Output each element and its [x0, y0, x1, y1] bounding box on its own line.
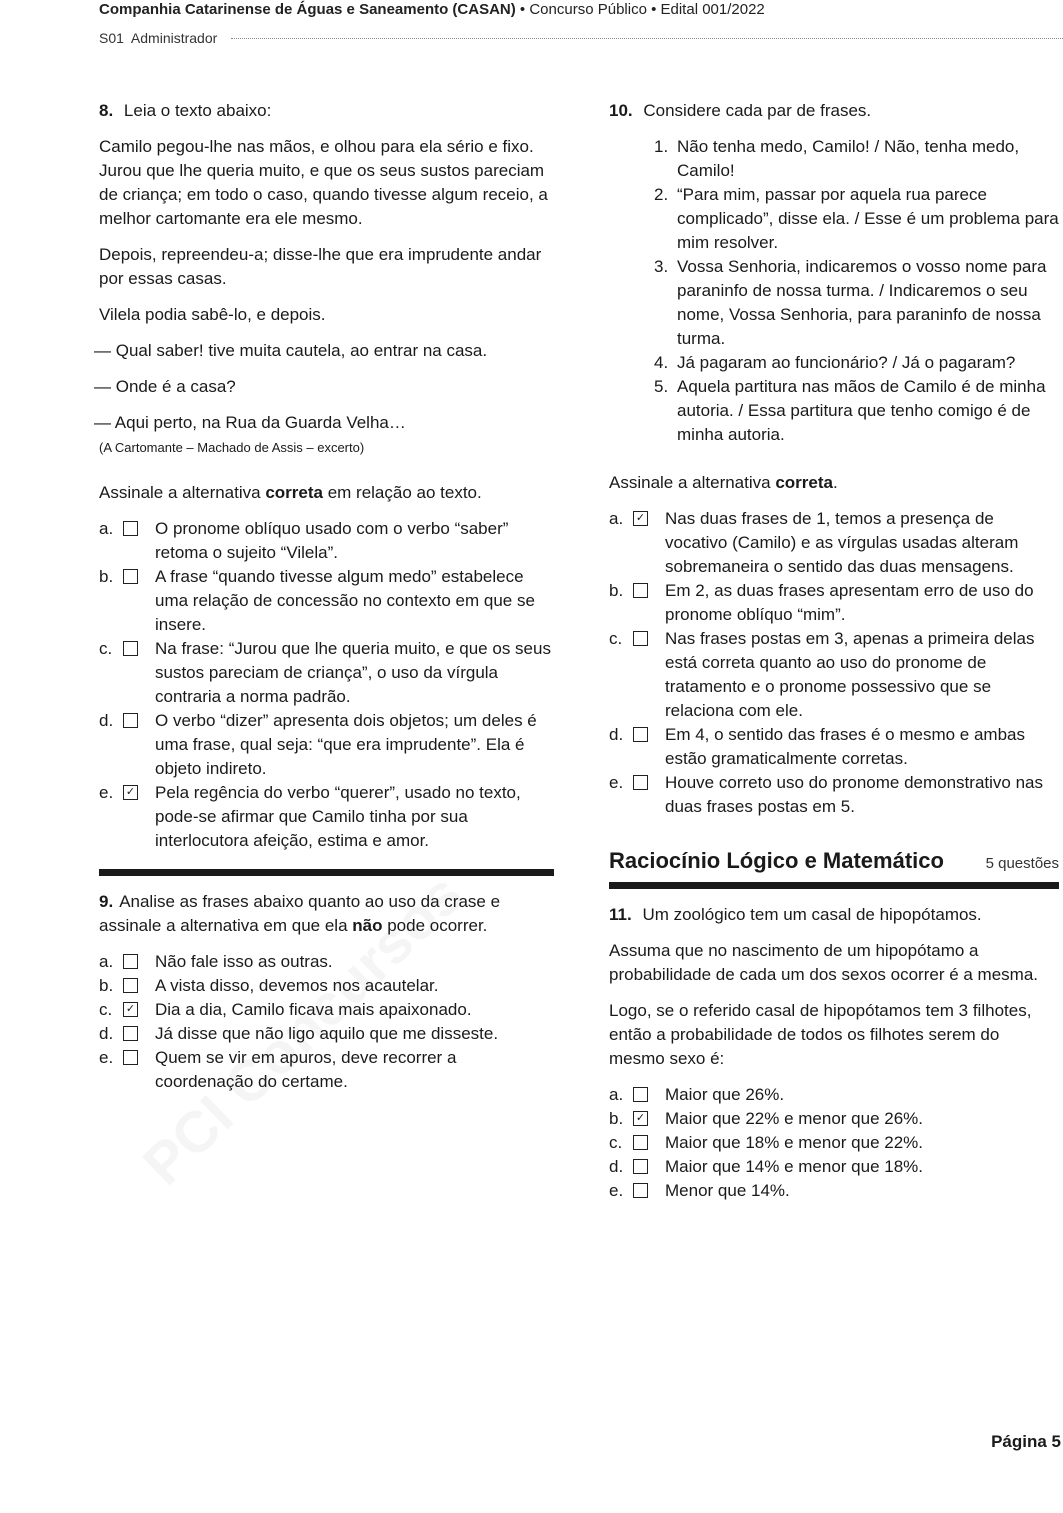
alt-letter: e.	[609, 773, 624, 792]
q8-paragraph: Camilo pegou-lhe nas mãos, e olhou para ela sério e fixo. Jurou que lhe queria muito, e que os seus sustos pareciam de criança; em todo o caso, quando tivesse algum receio, a melhor cartomante era ele mesmo.	[99, 137, 548, 228]
page-number: Página 5	[991, 1432, 1061, 1451]
alt-letter: e.	[99, 783, 114, 802]
pair-text: Aquela partitura nas mãos de Camilo é de minha autoria. / Essa partitura que tenho comigo é de minha autoria.	[677, 377, 1046, 444]
pair-number: 2.	[654, 185, 669, 204]
q10-sentence-pairs	[609, 135, 1059, 447]
q8-dialogue-line: — Aqui perto, na Rua da Guarda Velha…	[94, 413, 406, 432]
q10-alternatives	[609, 507, 1059, 819]
q8-prompt-bold: correta	[265, 483, 323, 502]
question-11-number: 11.	[609, 905, 632, 924]
alt-letter: d.	[609, 1157, 624, 1176]
q8-dialogue-line: — Qual saber! tive muita cautela, ao entrar na casa.	[94, 341, 488, 360]
left-column	[94, 99, 554, 1094]
alt-letter: c.	[609, 1133, 623, 1152]
header-exam-line	[99, 30, 1063, 46]
q10-alternative-d	[609, 723, 1059, 771]
sentence-pair	[654, 183, 1059, 255]
pair-text: Já pagaram ao funcionário? / Já o pagaram?	[677, 353, 1016, 372]
checkbox-e[interactable]	[123, 1050, 138, 1065]
alt-letter: a.	[99, 952, 114, 971]
alt-text: Nas duas frases de 1, temos a presença de vocativo (Camilo) e as vírgulas usadas alteram sobremaneira o sentido das duas mensagens.	[665, 509, 1019, 576]
question-10-intro: Considere cada par de frases.	[643, 101, 872, 120]
q8-alternative-c	[99, 637, 554, 709]
alt-letter: a.	[609, 1085, 624, 1104]
q9-alternative-a	[99, 950, 554, 974]
checkbox-d[interactable]	[633, 1159, 648, 1174]
checkbox-a[interactable]	[123, 521, 138, 536]
header-dotted-rule	[231, 38, 1063, 39]
q11-alternative-b	[609, 1107, 1059, 1131]
q9-prompt	[99, 890, 554, 938]
q8-prompt-post: em relação ao texto.	[322, 483, 482, 502]
alt-letter: c.	[609, 629, 623, 648]
pair-number: 3.	[654, 257, 669, 276]
q9-alternative-d	[99, 1022, 554, 1046]
q10-prompt	[609, 471, 1059, 495]
alt-text: Houve correto uso do pronome demonstrativo nas duas frases postas em 5.	[665, 773, 1043, 816]
question-8-number: 8.	[99, 101, 114, 120]
alt-letter: b.	[99, 567, 114, 586]
alt-text: Em 4, o sentido das frases é o mesmo e ambas estão gramaticalmente corretas.	[665, 725, 1026, 768]
q10-prompt-post: .	[832, 473, 838, 492]
alt-letter: e.	[609, 1181, 624, 1200]
alt-letter: e.	[99, 1048, 114, 1067]
alt-text: Nas frases postas em 3, apenas a primeira delas está correta quanto ao uso do pronome de tratamento e o pronome possessivo que se relaciona com ele.	[665, 629, 1035, 720]
checkbox-c[interactable]	[123, 1002, 138, 1017]
question-divider	[99, 869, 554, 876]
q10-prompt-pre: Assinale a alternativa	[609, 473, 776, 492]
q8-alternative-a	[99, 517, 554, 565]
checkbox-c[interactable]	[633, 631, 648, 646]
pair-number: 1.	[654, 137, 669, 156]
checkbox-b[interactable]	[633, 583, 648, 598]
q8-source: (A Cartomante – Machado de Assis – excerto)	[99, 440, 365, 455]
q11-alternative-a	[609, 1083, 1059, 1107]
q9-prompt-pre: Analise as frases abaixo quanto ao uso da crase e assinale a alternativa em que ela	[99, 892, 501, 935]
pair-number: 5.	[654, 377, 669, 396]
question-10-header	[609, 99, 1059, 123]
q10-alternative-c	[609, 627, 1059, 723]
alt-letter: b.	[609, 581, 624, 600]
q11-alternative-e	[609, 1179, 1059, 1203]
alt-text: Maior que 18% e menor que 22%.	[665, 1133, 923, 1152]
q8-alternative-d	[99, 709, 554, 781]
right-column	[609, 99, 1059, 1203]
section-question-count: 5 questões	[985, 855, 1059, 872]
alt-text: Em 2, as duas frases apresentam erro de uso do pronome oblíquo “mim”.	[665, 581, 1034, 624]
checkbox-e[interactable]	[633, 1183, 648, 1198]
question-10-number: 10.	[609, 101, 633, 120]
alt-text: Maior que 26%.	[665, 1085, 785, 1104]
q9-alternative-e	[99, 1046, 554, 1094]
checkbox-a[interactable]	[633, 1087, 648, 1102]
checkbox-e[interactable]	[123, 785, 138, 800]
q8-alternative-b	[99, 565, 554, 637]
header-exam: S01 Administrador	[99, 30, 218, 46]
q10-alternative-a	[609, 507, 1059, 579]
alt-text: O verbo “dizer” apresenta dois objetos; um deles é uma frase, qual seja: “que era imprudente”. Ela é objeto indireto.	[155, 711, 537, 778]
checkbox-a[interactable]	[123, 954, 138, 969]
alt-text: Menor que 14%.	[665, 1181, 790, 1200]
q11-paragraph: Logo, se o referido casal de hipopótamos tem 3 filhotes, então a probabilidade de todos os filhotes serem do mesmo sexo é:	[609, 1001, 1032, 1068]
alt-letter: b.	[99, 976, 114, 995]
pair-text: Não tenha medo, Camilo! / Não, tenha medo, Camilo!	[677, 137, 1020, 180]
alt-text: Maior que 14% e menor que 18%.	[665, 1157, 923, 1176]
q10-prompt-bold: correta	[775, 473, 833, 492]
alt-letter: a.	[99, 519, 114, 538]
q8-alternatives	[99, 517, 554, 853]
checkbox-d[interactable]	[123, 1026, 138, 1041]
sentence-pair	[654, 135, 1059, 183]
q8-paragraph: Vilela podia sabê-lo, e depois.	[99, 305, 326, 324]
sentence-pair	[654, 375, 1059, 447]
alt-letter: c.	[99, 1000, 113, 1019]
pair-number: 4.	[654, 353, 669, 372]
alt-text: A frase “quando tivesse algum medo” estabelece uma relação de concessão no contexto em que se insere.	[155, 567, 535, 634]
checkbox-b[interactable]	[633, 1111, 648, 1126]
section-title: Raciocínio Lógico e Matemático	[609, 848, 944, 873]
q10-alternative-e	[609, 771, 1059, 819]
question-9-number: 9.	[99, 892, 114, 911]
checkbox-b[interactable]	[123, 569, 138, 584]
alt-text: A vista disso, devemos nos acautelar.	[155, 976, 439, 995]
question-11-header	[609, 903, 1059, 927]
header-title	[99, 1, 765, 18]
checkbox-d[interactable]	[633, 727, 648, 742]
q11-paragraph: Assuma que no nascimento de um hipopótamo a probabilidade de cada um dos sexos ocorrer é a mesma.	[609, 941, 1039, 984]
q8-alternative-e	[99, 781, 554, 853]
alt-text: Dia a dia, Camilo ficava mais apaixonado.	[155, 1000, 472, 1019]
q9-alternative-c	[99, 998, 554, 1022]
sentence-pair	[654, 255, 1059, 351]
q8-dialogue-line: — Onde é a casa?	[94, 377, 236, 396]
q9-alternative-b	[99, 974, 554, 998]
checkbox-d[interactable]	[123, 713, 138, 728]
checkbox-e[interactable]	[633, 775, 648, 790]
q9-alternatives	[99, 950, 554, 1094]
header-org: Companhia Catarinense de Águas e Saneamento (CASAN)	[99, 1, 516, 18]
alt-text: Já disse que não ligo aquilo que me disseste.	[155, 1024, 499, 1043]
alt-letter: b.	[609, 1109, 624, 1128]
alt-letter: d.	[99, 1024, 114, 1043]
sentence-pair	[654, 351, 1059, 375]
q8-prompt	[99, 481, 554, 505]
alt-letter: a.	[609, 509, 624, 528]
alt-letter: c.	[99, 639, 113, 658]
q9-prompt-post: pode ocorrer.	[382, 916, 488, 935]
question-11-intro: Um zoológico tem um casal de hipopótamos.	[642, 905, 982, 924]
q11-alternative-d	[609, 1155, 1059, 1179]
q10-alternative-b	[609, 579, 1059, 627]
pair-text: Vossa Senhoria, indicaremos o vosso nome para paraninfo de nossa turma. / Indicaremos o seu nome, Vossa Senhoria, para paraninfo de nossa turma.	[677, 257, 1047, 348]
question-8-intro: Leia o texto abaixo:	[123, 101, 272, 120]
pair-text: “Para mim, passar por aquela rua parece complicado”, disse ela. / Esse é um problema para mim resolver.	[677, 185, 1059, 252]
q8-prompt-pre: Assinale a alternativa	[99, 483, 266, 502]
alt-letter: d.	[99, 711, 114, 730]
alt-text: Não fale isso as outras.	[155, 952, 333, 971]
alt-text: Pela regência do verbo “querer”, usado no texto, pode-se afirmar que Camilo tinha por sua interlocutora afeição, estima e amor.	[155, 783, 521, 850]
alt-letter: d.	[609, 725, 624, 744]
checkbox-c[interactable]	[123, 641, 138, 656]
q8-paragraph: Depois, repreendeu-a; disse-lhe que era imprudente andar por essas casas.	[99, 245, 542, 288]
q11-alternatives	[609, 1083, 1059, 1203]
question-8-header	[99, 99, 554, 123]
alt-text: Na frase: “Jurou que lhe queria muito, e que os seus sustos pareciam de criança”, o uso da vírgula contraria a norma padrão.	[155, 639, 551, 706]
q11-alternative-c	[609, 1131, 1059, 1155]
alt-text: O pronome oblíquo usado com o verbo “saber” retoma o sujeito “Vilela”.	[155, 519, 509, 562]
section-header	[609, 849, 1059, 889]
checkbox-b[interactable]	[123, 978, 138, 993]
q9-prompt-bold: não	[352, 916, 383, 935]
checkbox-c[interactable]	[633, 1135, 648, 1150]
alt-text: Quem se vir em apuros, deve recorrer a coordenação do certame.	[155, 1048, 457, 1091]
checkbox-a[interactable]	[633, 511, 648, 526]
alt-text: Maior que 22% e menor que 26%.	[665, 1109, 923, 1128]
header-suffix: • Concurso Público • Edital 001/2022	[515, 1, 765, 18]
